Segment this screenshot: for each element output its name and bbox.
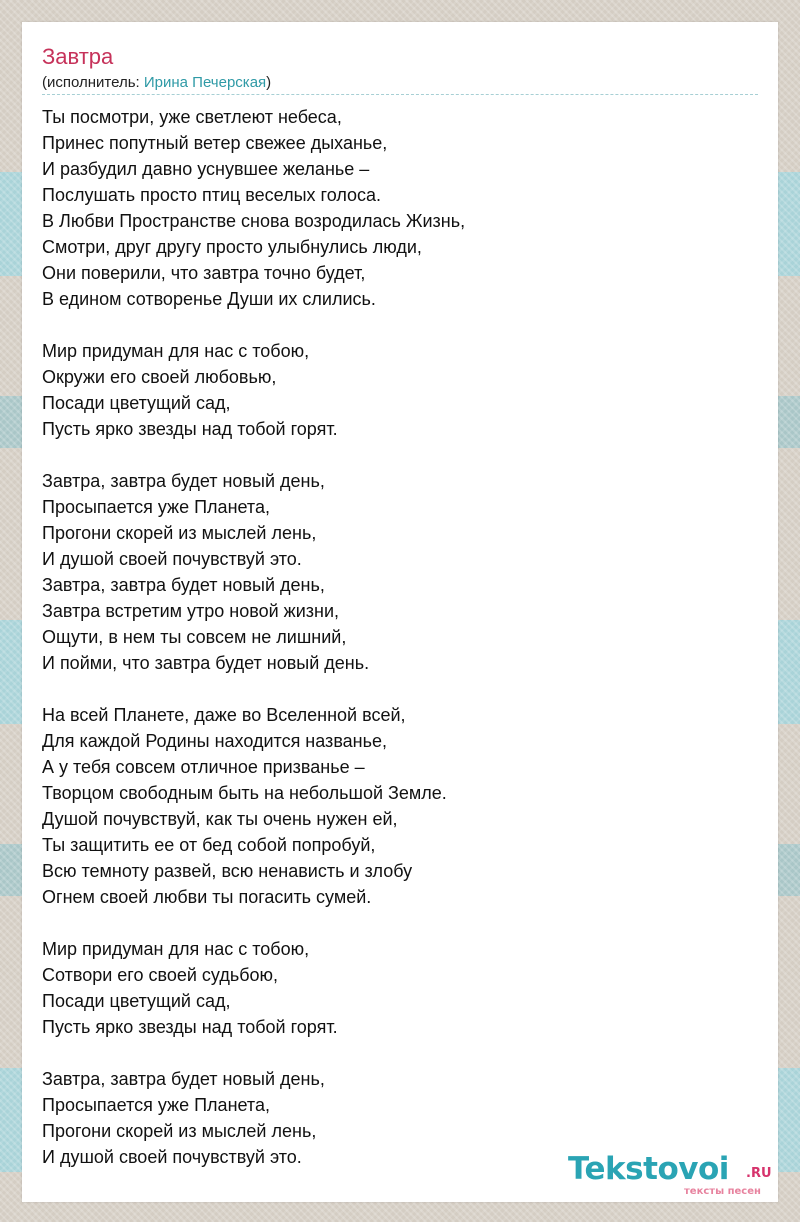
lyric-line: Смотри, друг другу просто улыбнулись люди,	[42, 237, 422, 257]
lyric-line: Ты защитить ее от бед собой попробуй,	[42, 835, 376, 855]
lyric-line: Завтра, завтра будет новый день,	[42, 575, 325, 595]
performer-prefix: (исполнитель:	[42, 74, 144, 91]
lyric-line: В Любви Пространстве снова возродилась Жизнь,	[42, 211, 466, 231]
lyric-line: На всей Планете, даже во Вселенной всей,	[42, 705, 406, 725]
lyric-line: Принес попутный ветер свежее дыханье,	[42, 133, 388, 153]
lyrics-body	[42, 104, 762, 1196]
lyric-line: И душой своей почувствуй это.	[42, 1147, 302, 1167]
lyric-line: Мир придуман для нас с тобою,	[42, 341, 310, 361]
lyric-line: Сотвори его своей судьбою,	[42, 965, 279, 985]
lyric-line: Для каждой Родины находится названье,	[42, 731, 388, 751]
lyric-line: И пойми, что завтра будет новый день.	[42, 653, 370, 673]
lyric-line: В едином сотворенье Души их слились.	[42, 289, 376, 309]
lyric-line: Послушать просто птиц веселых голоса.	[42, 185, 382, 205]
lyric-line: А у тебя совсем отличное призванье –	[42, 757, 365, 777]
lyric-line: Ощути, в нем ты совсем не лишний,	[42, 627, 347, 647]
lyric-line: Просыпается уже Планета,	[42, 497, 270, 517]
logo-domain: .RU	[746, 1166, 772, 1181]
lyric-line: Посади цветущий сад,	[42, 991, 231, 1011]
lyric-line: Завтра, завтра будет новый день,	[42, 471, 325, 491]
verse-2	[42, 702, 762, 910]
lyric-line: Завтра, завтра будет новый день,	[42, 1069, 325, 1089]
lyric-line: Душой почувствуй, как ты очень нужен ей,	[42, 809, 398, 829]
song-title: Завтра	[42, 44, 114, 69]
lyric-line: Ты посмотри, уже светлеют небеса,	[42, 107, 342, 127]
tekstovoi-logo	[568, 1150, 778, 1200]
lyric-line: Всю темноту развей, всю ненависть и злобу	[42, 861, 413, 881]
bridge-2	[42, 936, 762, 1040]
performer-line	[42, 74, 271, 92]
bridge-1	[42, 338, 762, 442]
lyric-line: Мир придуман для нас с тобою,	[42, 939, 310, 959]
performer-link[interactable]: Ирина Печерская	[143, 74, 267, 91]
chorus-1	[42, 468, 762, 676]
logo-wordmark: Tekstovoi	[568, 1151, 729, 1187]
lyric-line: Просыпается уже Планета,	[42, 1095, 270, 1115]
verse-1	[42, 104, 762, 312]
lyric-line: Они поверили, что завтра точно будет,	[42, 263, 366, 283]
logo-tagline: тексты песен	[684, 1186, 761, 1197]
lyric-line: Пусть ярко звезды над тобой горят.	[42, 419, 338, 439]
lyric-line: Посади цветущий сад,	[42, 393, 231, 413]
lyric-line: Завтра встретим утро новой жизни,	[42, 601, 340, 621]
lyric-line: Пусть ярко звезды над тобой горят.	[42, 1017, 338, 1037]
lyrics-card	[22, 22, 778, 1202]
lyric-line: Прогони скорей из мыслей лень,	[42, 523, 317, 543]
performer-suffix: )	[266, 74, 272, 91]
lyric-line: И разбудил давно уснувшее желанье –	[42, 159, 370, 179]
lyric-line: Огнем своей любви ты погасить сумей.	[42, 887, 372, 907]
lyric-line: И душой своей почувствуй это.	[42, 549, 302, 569]
lyric-line: Окружи его своей любовью,	[42, 367, 277, 387]
header-divider	[42, 94, 758, 95]
lyric-line: Творцом свободным быть на небольшой Земле.	[42, 783, 447, 803]
lyric-line: Прогони скорей из мыслей лень,	[42, 1121, 317, 1141]
